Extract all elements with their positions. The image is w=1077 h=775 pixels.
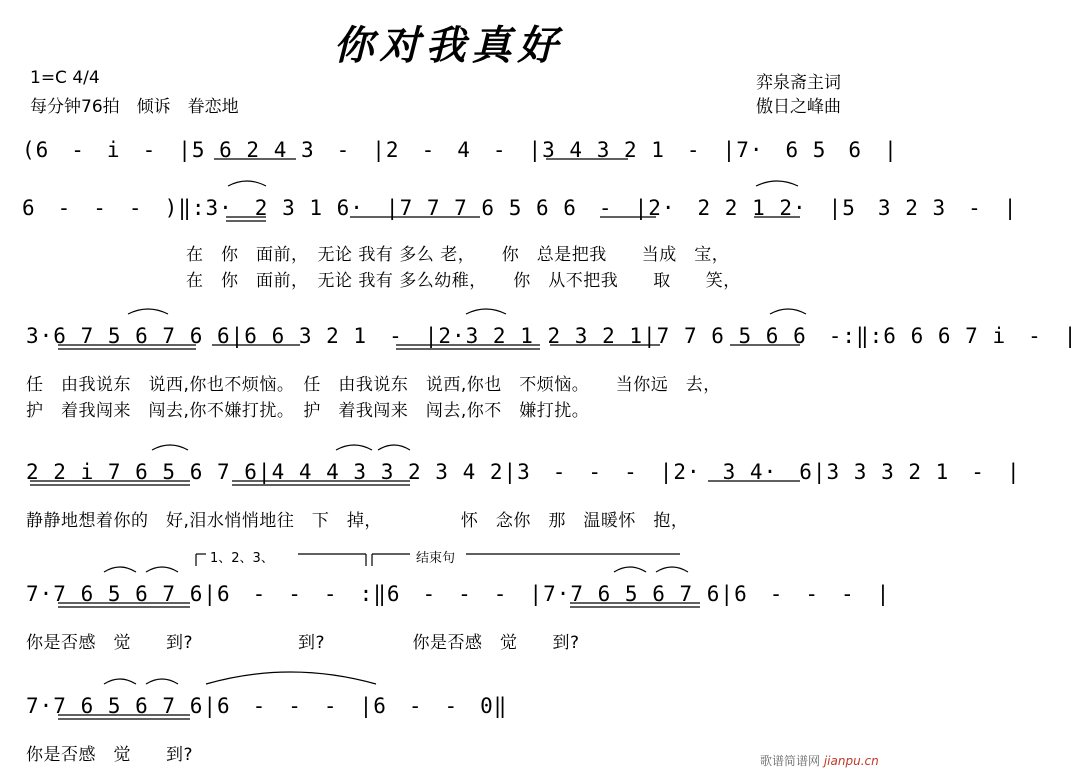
volta-ending: 结束句 bbox=[416, 551, 456, 566]
lyric-line-2b: 在 你 面前， 无论 我有 多么幼稚， 你 从不把我 取 笑， bbox=[186, 271, 741, 291]
lyric-line-2a: 在 你 面前， 无论 我有 多么 老， 你 总是把我 当成 宝， bbox=[186, 245, 730, 265]
lyric-line-6: 你是否感 觉 到? bbox=[26, 745, 194, 765]
watermark bbox=[760, 752, 879, 769]
score-row-4: 2 2 i 7 6 5 6 7 6|4 4 4 3 3 2 3 4 2|3 - - - |2· 3 4· 6|3 3 3 2 1 - | bbox=[26, 460, 1021, 484]
score-row-3: 3·6 7 5 6 7 6 6|6 6 3 2 1 - |2·3 2 1 2 3 2 1|7 7 6 5 6 6 -:‖:6 6 6 7 i - | bbox=[26, 324, 1077, 348]
score-row-5: 7·7 6 5 6 7 6|6 - - - :‖6 - - - |7·7 6 5 6 7 6|6 - - - | bbox=[26, 582, 891, 606]
key-signature: 1=C 4/4 bbox=[30, 68, 100, 88]
volta-1-2-3: 1、2、3、 bbox=[210, 551, 274, 566]
song-title: 你对我真好 bbox=[333, 22, 564, 69]
tempo-marking: 每分钟76拍 倾诉 眷恋地 bbox=[30, 97, 239, 117]
watermark-site: 歌谱简谱网 bbox=[760, 754, 821, 768]
score-row-1: (6 - i - |5 6 2 4 3 - |2 - 4 - |3 4 3 2 1 - |7· 6 5 6 | bbox=[22, 138, 898, 162]
lyric-line-3a: 任 由我说东 说西,你也不烦恼。 任 由我说东 说西,你也 不烦恼。 当你远 去， bbox=[26, 375, 721, 395]
lyric-line-4: 静静地想着你的 好,泪水悄悄地往 下 掉， 怀 念你 那 温暖怀 抱， bbox=[26, 511, 689, 531]
lyric-line-3b: 护 着我闯来 闯去,你不嫌打扰。 护 着我闯来 闯去,你不 嫌打扰。 bbox=[26, 401, 590, 421]
lyric-line-5: 你是否感 觉 到? 到? 你是否感 觉 到? bbox=[26, 633, 580, 653]
lyricist-credit: 弈泉斋主词 bbox=[756, 73, 841, 93]
score-row-2: 6 - - - )‖:3· 2 3 1 6· |7 7 7 6 5 6 6 - |2· 2 2 1 2· |5 3 2 3 - | bbox=[22, 196, 1018, 220]
score-row-6: 7·7 6 5 6 7 6|6 - - - |6 - - 0‖ bbox=[26, 694, 508, 718]
composer-credit: 傲日之峰曲 bbox=[756, 97, 841, 117]
watermark-url: jianpu.cn bbox=[823, 754, 879, 768]
